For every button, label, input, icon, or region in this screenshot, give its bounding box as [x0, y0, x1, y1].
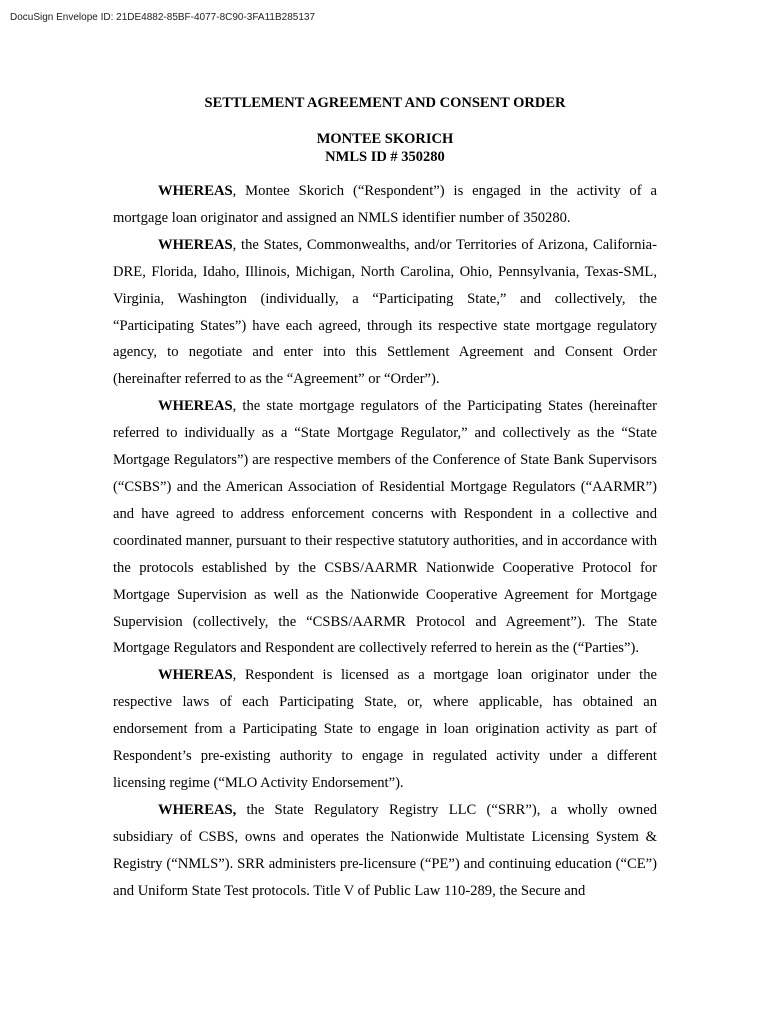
paragraph-lead: WHEREAS — [158, 236, 233, 253]
paragraph-text: the State Regulatory Registry LLC (“SRR”), a wholly owned subsidiary of CSBS, owns and operates the Nationwide Multistate Licensing System & Registry (“NMLS”). SRR administers pre-licensure (“PE”) and continuing education (“CE”) and Uniform State Test protocols. Title V of Public Law 110-289, the Secure and — [113, 801, 657, 899]
nmls-id: NMLS ID # 350280 — [325, 149, 445, 165]
paragraph-lead: WHEREAS, — [158, 801, 237, 818]
paragraph-text: , the States, Commonwealths, and/or Territories of Arizona, California-DRE, Florida, Idaho, Illinois, Michigan, North Carolina, Ohio, Pennsylvania, Texas-SML, Virginia, Washington (individually, a “Participating State,” and collectively, the “Participating States”) have each agreed, through its respective state mortgage regulatory agency, to negotiate and enter into this Settlement Agreement and Consent Order (hereinafter referred to as the “Agreement” or “Order”). — [113, 236, 657, 388]
respondent-name: MONTEE SKORICH — [316, 131, 454, 147]
paragraph-lead: WHEREAS — [158, 183, 233, 199]
paragraph-text: , Montee Skorich (“Respondent”) is engaged in the activity of a mortgage loan originator and assigned an NMLS identifier number of 350280. — [113, 183, 657, 226]
document-body — [113, 178, 657, 904]
paragraph — [113, 393, 657, 662]
paragraph — [113, 232, 657, 393]
paragraph — [113, 662, 657, 797]
paragraph-text: , Respondent is licensed as a mortgage loan originator under the respective laws of each Participating State, or, where applicable, has obtained an endorsement from a Participating State to engage in loan origination activity as part of Respondent’s pre-existing authority to engage in regulated activity under a different licensing regime (“MLO Activity Endorsement”). — [113, 667, 657, 791]
paragraph — [113, 797, 657, 905]
paragraph — [113, 178, 657, 232]
subject-block — [0, 130, 770, 166]
paragraph-text: , the state mortgage regulators of the Participating States (hereinafter referred to individually as a “State Mortgage Regulator,” and collectively as the “State Mortgage Regulators”) are respective members of the Conference of State Bank Supervisors (“CSBS”) and the American Association of Residential Mortgage Regulators (“AARMR”) and have agreed to address enforcement concerns with Respondent in a collective and coordinated manner, pursuant to their respective statutory authorities, and in accordance with the protocols established by the CSBS/AARMR Nationwide Cooperative Protocol for Mortgage Supervision as well as the Nationwide Cooperative Agreement for Mortgage Supervision (collectively, the “CSBS/AARMR Protocol and Agreement”). The State Mortgage Regulators and Respondent are collectively referred to herein as the (“Parties”). — [113, 398, 657, 657]
paragraph-lead: WHEREAS — [158, 398, 233, 415]
paragraph-lead: WHEREAS — [158, 667, 233, 684]
envelope-id: DocuSign Envelope ID: 21DE4882-85BF-4077-8C90-3FA11B285137 — [10, 12, 316, 23]
document-title: SETTLEMENT AGREEMENT AND CONSENT ORDER — [204, 95, 566, 111]
